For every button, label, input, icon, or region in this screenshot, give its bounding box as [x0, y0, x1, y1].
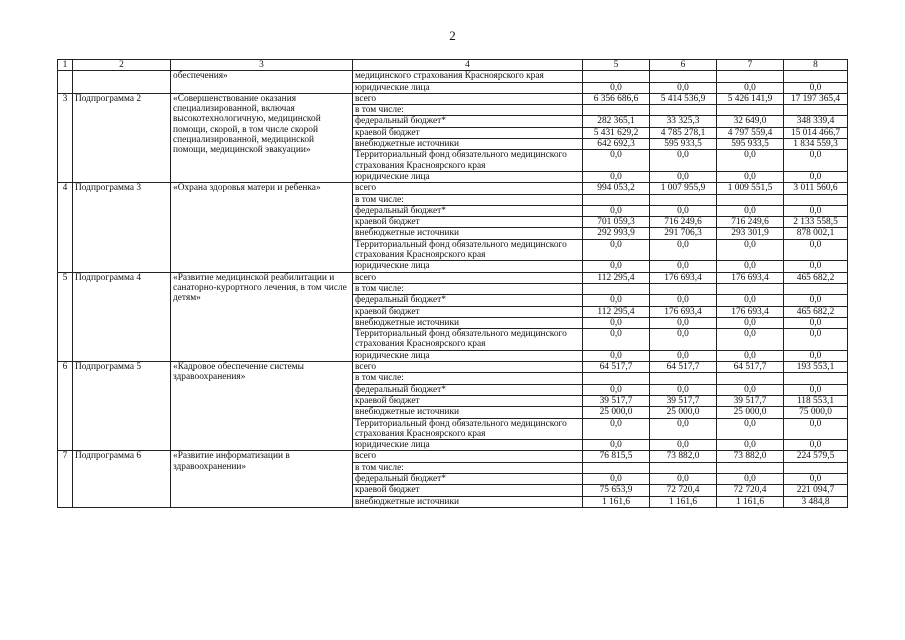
value-cell: 595 933,5	[650, 139, 717, 150]
value-cell: 0,0	[717, 440, 784, 451]
value-cell: 0,0	[784, 384, 848, 395]
value-cell	[717, 71, 784, 82]
value-cell: 73 882,0	[717, 451, 784, 462]
value-cell: 701 059,3	[583, 217, 650, 228]
value-cell: 0,0	[784, 473, 848, 484]
value-cell: 224 579,5	[784, 451, 848, 462]
value-cell: 4 785 278,1	[650, 127, 717, 138]
value-cell: 0,0	[784, 329, 848, 351]
value-cell: 0,0	[717, 350, 784, 361]
funding-source-cell: федеральный бюджет*	[353, 384, 583, 395]
header-cell: 5	[583, 60, 650, 71]
value-cell: 0,0	[650, 150, 717, 172]
value-cell: 716 249,6	[717, 217, 784, 228]
value-cell: 0,0	[650, 350, 717, 361]
value-cell: 1 009 551,5	[717, 183, 784, 194]
value-cell: 2 133 558,5	[784, 217, 848, 228]
value-cell: 176 693,4	[717, 306, 784, 317]
funding-source-cell: юридические лица	[353, 350, 583, 361]
value-cell: 17 197 365,4	[784, 93, 848, 104]
value-cell: 0,0	[717, 384, 784, 395]
funding-source-cell: федеральный бюджет*	[353, 116, 583, 127]
table-row	[58, 71, 848, 82]
value-cell: 0,0	[717, 205, 784, 216]
value-cell: 0,0	[717, 82, 784, 93]
row-number-cell: 4	[58, 183, 73, 272]
value-cell: 76 815,5	[583, 451, 650, 462]
value-cell: 39 517,7	[650, 395, 717, 406]
value-cell: 291 706,3	[650, 228, 717, 239]
header-cell: 1	[58, 60, 73, 71]
value-cell: 716 249,6	[650, 217, 717, 228]
value-cell: 72 720,4	[717, 485, 784, 496]
value-cell: 0,0	[650, 418, 717, 440]
value-cell: 221 094,7	[784, 485, 848, 496]
subprogram-title-cell: Подпрограмма 6	[73, 451, 171, 507]
value-cell: 0,0	[784, 440, 848, 451]
value-cell: 0,0	[650, 329, 717, 351]
value-cell	[583, 194, 650, 205]
funding-source-cell: в том числе:	[353, 105, 583, 116]
value-cell	[583, 283, 650, 294]
value-cell: 0,0	[650, 440, 717, 451]
value-cell: 25 000,0	[583, 407, 650, 418]
header-cell: 2	[73, 60, 171, 71]
value-cell: 176 693,4	[717, 272, 784, 283]
value-cell: 32 649,0	[717, 116, 784, 127]
header-cell: 6	[650, 60, 717, 71]
funding-source-cell: юридические лица	[353, 261, 583, 272]
value-cell: 293 301,9	[717, 228, 784, 239]
value-cell: 0,0	[583, 350, 650, 361]
value-cell: 1 161,6	[717, 496, 784, 507]
subprogram-title-cell: Подпрограмма 5	[73, 362, 171, 451]
header-cell: 7	[717, 60, 784, 71]
value-cell	[650, 462, 717, 473]
value-cell	[784, 373, 848, 384]
value-cell: 0,0	[650, 261, 717, 272]
value-cell: 0,0	[650, 384, 717, 395]
funding-source-cell: всего	[353, 93, 583, 104]
value-cell: 1 834 559,3	[784, 139, 848, 150]
value-cell: 1 161,6	[650, 496, 717, 507]
value-cell	[650, 283, 717, 294]
value-cell	[650, 194, 717, 205]
value-cell: 0,0	[650, 205, 717, 216]
value-cell: 465 682,2	[784, 272, 848, 283]
subprogram-title-cell	[73, 71, 171, 94]
table-row	[58, 183, 848, 194]
funding-source-cell: в том числе:	[353, 194, 583, 205]
funding-source-cell: Территориальный фонд обязательного медицинского страхования Красноярского края	[353, 150, 583, 172]
value-cell: 292 993,9	[583, 228, 650, 239]
funding-source-cell: в том числе:	[353, 283, 583, 294]
header-cell: 3	[171, 60, 353, 71]
value-cell: 176 693,4	[650, 306, 717, 317]
value-cell: 64 517,7	[650, 362, 717, 373]
value-cell	[717, 105, 784, 116]
value-cell: 4 797 559,4	[717, 127, 784, 138]
funding-source-cell: краевой бюджет	[353, 127, 583, 138]
value-cell: 0,0	[650, 295, 717, 306]
funding-source-cell: внебюджетные источники	[353, 228, 583, 239]
value-cell: 25 000,0	[717, 407, 784, 418]
value-cell: 176 693,4	[650, 272, 717, 283]
value-cell: 0,0	[583, 440, 650, 451]
funding-source-cell: внебюджетные источники	[353, 496, 583, 507]
value-cell: 0,0	[583, 473, 650, 484]
subprogram-name-cell: обеспечения»	[171, 71, 353, 94]
value-cell: 0,0	[784, 171, 848, 182]
value-cell: 0,0	[784, 150, 848, 172]
page-number: 2	[449, 28, 456, 43]
value-cell: 0,0	[583, 150, 650, 172]
funding-source-cell: краевой бюджет	[353, 306, 583, 317]
funding-source-cell: внебюджетные источники	[353, 139, 583, 150]
value-cell: 64 517,7	[583, 362, 650, 373]
subprogram-title-cell: Подпрограмма 4	[73, 272, 171, 361]
value-cell: 878 002,1	[784, 228, 848, 239]
value-cell: 75 653,9	[583, 485, 650, 496]
subprogram-name-cell: «Развитие информатизации в здравоохранении»	[171, 451, 353, 507]
value-cell: 0,0	[583, 418, 650, 440]
value-cell: 348 339,4	[784, 116, 848, 127]
funding-source-cell: Территориальный фонд обязательного медицинского страхования Красноярского края	[353, 329, 583, 351]
value-cell: 0,0	[583, 82, 650, 93]
row-number-cell: 3	[58, 93, 73, 182]
value-cell	[583, 71, 650, 82]
table-row	[58, 362, 848, 373]
funding-source-cell: в том числе:	[353, 373, 583, 384]
value-cell: 118 553,1	[784, 395, 848, 406]
value-cell	[717, 462, 784, 473]
value-cell: 0,0	[717, 317, 784, 328]
value-cell: 25 000,0	[650, 407, 717, 418]
subprogram-name-cell: «Совершенствование оказания специализированной, включая высокотехнологичную, медицинской помощи, скорой, в том числе скорой специализированной, медицинской помощи, медицинской эвакуации»	[171, 93, 353, 182]
value-cell: 0,0	[717, 329, 784, 351]
header-cell: 8	[784, 60, 848, 71]
funding-source-cell: всего	[353, 183, 583, 194]
value-cell: 0,0	[650, 171, 717, 182]
value-cell: 39 517,7	[717, 395, 784, 406]
funding-source-cell: федеральный бюджет*	[353, 205, 583, 216]
value-cell: 5 414 536,9	[650, 93, 717, 104]
funding-source-cell: краевой бюджет	[353, 395, 583, 406]
value-cell: 193 553,1	[784, 362, 848, 373]
value-cell	[784, 105, 848, 116]
funding-source-cell: юридические лица	[353, 440, 583, 451]
value-cell: 0,0	[650, 317, 717, 328]
value-cell: 0,0	[784, 205, 848, 216]
funding-source-cell: медицинского страхования Красноярского края	[353, 71, 583, 82]
value-cell: 0,0	[717, 150, 784, 172]
budget-table	[57, 59, 848, 508]
value-cell: 1 007 955,9	[650, 183, 717, 194]
funding-source-cell: Территориальный фонд обязательного медицинского страхования Красноярского края	[353, 418, 583, 440]
value-cell: 0,0	[717, 239, 784, 261]
funding-source-cell: всего	[353, 362, 583, 373]
value-cell: 0,0	[784, 239, 848, 261]
value-cell	[583, 105, 650, 116]
value-cell: 0,0	[583, 384, 650, 395]
value-cell: 1 161,6	[583, 496, 650, 507]
row-number-cell: 5	[58, 272, 73, 361]
subprogram-title-cell: Подпрограмма 3	[73, 183, 171, 272]
row-number-cell: 7	[58, 451, 73, 507]
subprogram-name-cell: «Охрана здоровья матери и ребенка»	[171, 183, 353, 272]
value-cell	[717, 283, 784, 294]
value-cell	[717, 373, 784, 384]
value-cell: 33 325,3	[650, 116, 717, 127]
subprogram-name-cell: «Развитие медицинской реабилитации и санаторно-курортного лечения, в том числе детям»	[171, 272, 353, 361]
value-cell: 15 014 466,7	[784, 127, 848, 138]
value-cell: 595 933,5	[717, 139, 784, 150]
funding-source-cell: всего	[353, 451, 583, 462]
value-cell: 465 682,2	[784, 306, 848, 317]
value-cell: 75 000,0	[784, 407, 848, 418]
value-cell: 0,0	[583, 329, 650, 351]
funding-source-cell: краевой бюджет	[353, 485, 583, 496]
value-cell: 0,0	[784, 82, 848, 93]
value-cell: 0,0	[583, 261, 650, 272]
value-cell	[784, 283, 848, 294]
value-cell	[784, 194, 848, 205]
value-cell	[784, 462, 848, 473]
value-cell	[650, 105, 717, 116]
funding-source-cell: юридические лица	[353, 82, 583, 93]
value-cell: 39 517,7	[583, 395, 650, 406]
value-cell: 994 053,2	[583, 183, 650, 194]
table-row	[58, 93, 848, 104]
value-cell: 73 882,0	[650, 451, 717, 462]
table-row	[58, 451, 848, 462]
value-cell: 0,0	[717, 261, 784, 272]
value-cell: 0,0	[717, 418, 784, 440]
funding-source-cell: юридические лица	[353, 171, 583, 182]
row-number-cell: 6	[58, 362, 73, 451]
value-cell: 0,0	[717, 171, 784, 182]
subprogram-name-cell: «Кадровое обеспечение системы здравоохранения»	[171, 362, 353, 451]
value-cell	[650, 71, 717, 82]
value-cell	[717, 194, 784, 205]
funding-source-cell: федеральный бюджет*	[353, 473, 583, 484]
funding-source-cell: всего	[353, 272, 583, 283]
value-cell: 72 720,4	[650, 485, 717, 496]
value-cell: 112 295,4	[583, 306, 650, 317]
value-cell: 0,0	[784, 418, 848, 440]
value-cell: 642 692,3	[583, 139, 650, 150]
value-cell: 0,0	[717, 295, 784, 306]
funding-source-cell: внебюджетные источники	[353, 407, 583, 418]
value-cell	[784, 71, 848, 82]
header-cell: 4	[353, 60, 583, 71]
funding-source-cell: краевой бюджет	[353, 217, 583, 228]
value-cell: 0,0	[717, 473, 784, 484]
value-cell: 112 295,4	[583, 272, 650, 283]
value-cell	[583, 373, 650, 384]
value-cell: 3 484,8	[784, 496, 848, 507]
value-cell: 0,0	[650, 82, 717, 93]
value-cell: 0,0	[784, 317, 848, 328]
header-row	[58, 60, 848, 71]
value-cell: 3 011 560,6	[784, 183, 848, 194]
value-cell: 282 365,1	[583, 116, 650, 127]
funding-source-cell: внебюджетные источники	[353, 317, 583, 328]
value-cell: 0,0	[784, 350, 848, 361]
funding-source-cell: федеральный бюджет*	[353, 295, 583, 306]
value-cell: 0,0	[650, 473, 717, 484]
value-cell: 0,0	[784, 261, 848, 272]
value-cell: 0,0	[650, 239, 717, 261]
value-cell: 64 517,7	[717, 362, 784, 373]
value-cell: 0,0	[583, 205, 650, 216]
table-body	[58, 60, 848, 508]
value-cell	[583, 462, 650, 473]
value-cell: 0,0	[583, 171, 650, 182]
value-cell: 5 431 629,2	[583, 127, 650, 138]
value-cell: 0,0	[583, 317, 650, 328]
value-cell: 5 426 141,9	[717, 93, 784, 104]
value-cell: 0,0	[583, 295, 650, 306]
value-cell: 0,0	[583, 239, 650, 261]
value-cell	[650, 373, 717, 384]
value-cell: 0,0	[784, 295, 848, 306]
value-cell: 6 356 686,6	[583, 93, 650, 104]
funding-source-cell: в том числе:	[353, 462, 583, 473]
row-number-cell	[58, 71, 73, 94]
funding-source-cell: Территориальный фонд обязательного медицинского страхования Красноярского края	[353, 239, 583, 261]
subprogram-title-cell: Подпрограмма 2	[73, 93, 171, 182]
table-row	[58, 272, 848, 283]
